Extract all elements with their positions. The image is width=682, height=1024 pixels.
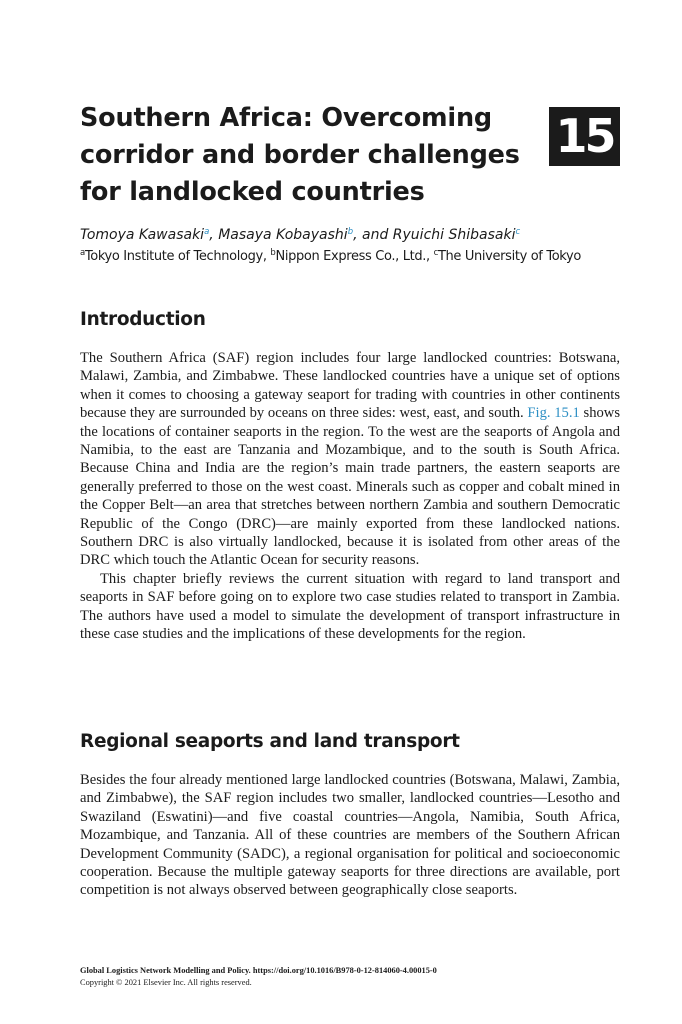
copyright-line: Copyright © 2021 Elsevier Inc. All rights reserved. [80, 978, 252, 987]
affiliation-mark: b [270, 248, 276, 258]
paragraph-text: The Southern Africa (SAF) region includes four large landlocked countries: Botswana, Malawi, Zambia, and Zimbabwe. These landlocked countries have a unique set of options when it comes to choosing a gateway seaport for trading with countries in other continents because they are surrounded by oceans on three sides: west, east, and south. [80, 350, 620, 422]
affiliation-list [80, 247, 581, 267]
paragraph: Besides the four already mentioned large landlocked countries (Botswana, Malawi, Zambia, and Zimbabwe), the SAF region includes two smaller, landlocked countries—Lesotho and Swaziland (Eswatini)—and five coastal countries—Angola, Namibia, South Africa, Mozambique, and Tanzania. All of these countries are members of the Southern African Development Community (SADC), a regional organisation for political and socioeconomic cooperation. Because the multiple gateway seaports for three directions are available, port competition is not always observed between geographically close seaports. [80, 772, 620, 899]
chapter-title: Southern Africa: Overcoming corridor and border challenges for landlocked countries [80, 103, 520, 207]
author-name: Ryuichi Shibasaki [392, 227, 516, 243]
author-separator: , [209, 227, 219, 243]
affiliation-marker[interactable]: b [347, 227, 354, 237]
affiliation-marker[interactable]: a [204, 227, 210, 237]
page-footer [80, 965, 640, 989]
affiliation-text: The University of Tokyo [437, 249, 581, 264]
paragraph [80, 349, 620, 570]
paragraph-text: shows the locations of container seaports in the region. To the west are the seaports of Angola and Namibia, to the east are Tanzania and Mozambique, and to the south is South Africa. Because China and India are the region’s main trade partners, the eastern seaports are generally preferred to those on the west coast. Minerals such as copper and cobalt mined in the Copper Belt—an area that stretches between northern Zambia and southern Democratic Republic of the Congo (DRC)—are mainly exported from these landlocked nations. Southern DRC is also virtually landlocked, because it is isolated from other areas of the DRC which touch the Atlantic Ocean for security reasons. [80, 405, 621, 569]
figure-reference-link[interactable]: Fig. 15.1 [527, 405, 580, 422]
book-doi-line: Global Logistics Network Modelling and Policy. https://doi.org/10.1016/B978-0-12-814060-4.00015-0 [80, 966, 437, 975]
author-name: Masaya Kobayashi [218, 227, 348, 243]
author-name: Tomoya Kawasaki [80, 227, 205, 243]
affiliation-marker[interactable]: c [515, 227, 521, 237]
section-heading-introduction: Introduction [80, 309, 206, 330]
author-list [80, 225, 520, 245]
affiliation-mark: c [433, 248, 438, 258]
section-heading-regional: Regional seaports and land transport [80, 731, 460, 752]
affiliation-mark: a [80, 248, 85, 258]
affiliation-text: Tokyo Institute of Technology, [84, 249, 271, 264]
affiliation-text: Nippon Express Co., Ltd., [275, 249, 434, 264]
paragraph: This chapter briefly reviews the current situation with regard to land transport and seaports in SAF before going on to explore two case studies related to transport in Zambia. The authors have used a model to simulate the development of transport infrastructure in these case studies and the implications of these developments for the region. [80, 570, 620, 643]
author-separator: , and [353, 227, 393, 243]
introduction-body [80, 349, 620, 644]
chapter-number-badge: 15 [549, 107, 620, 166]
regional-body [80, 771, 620, 900]
